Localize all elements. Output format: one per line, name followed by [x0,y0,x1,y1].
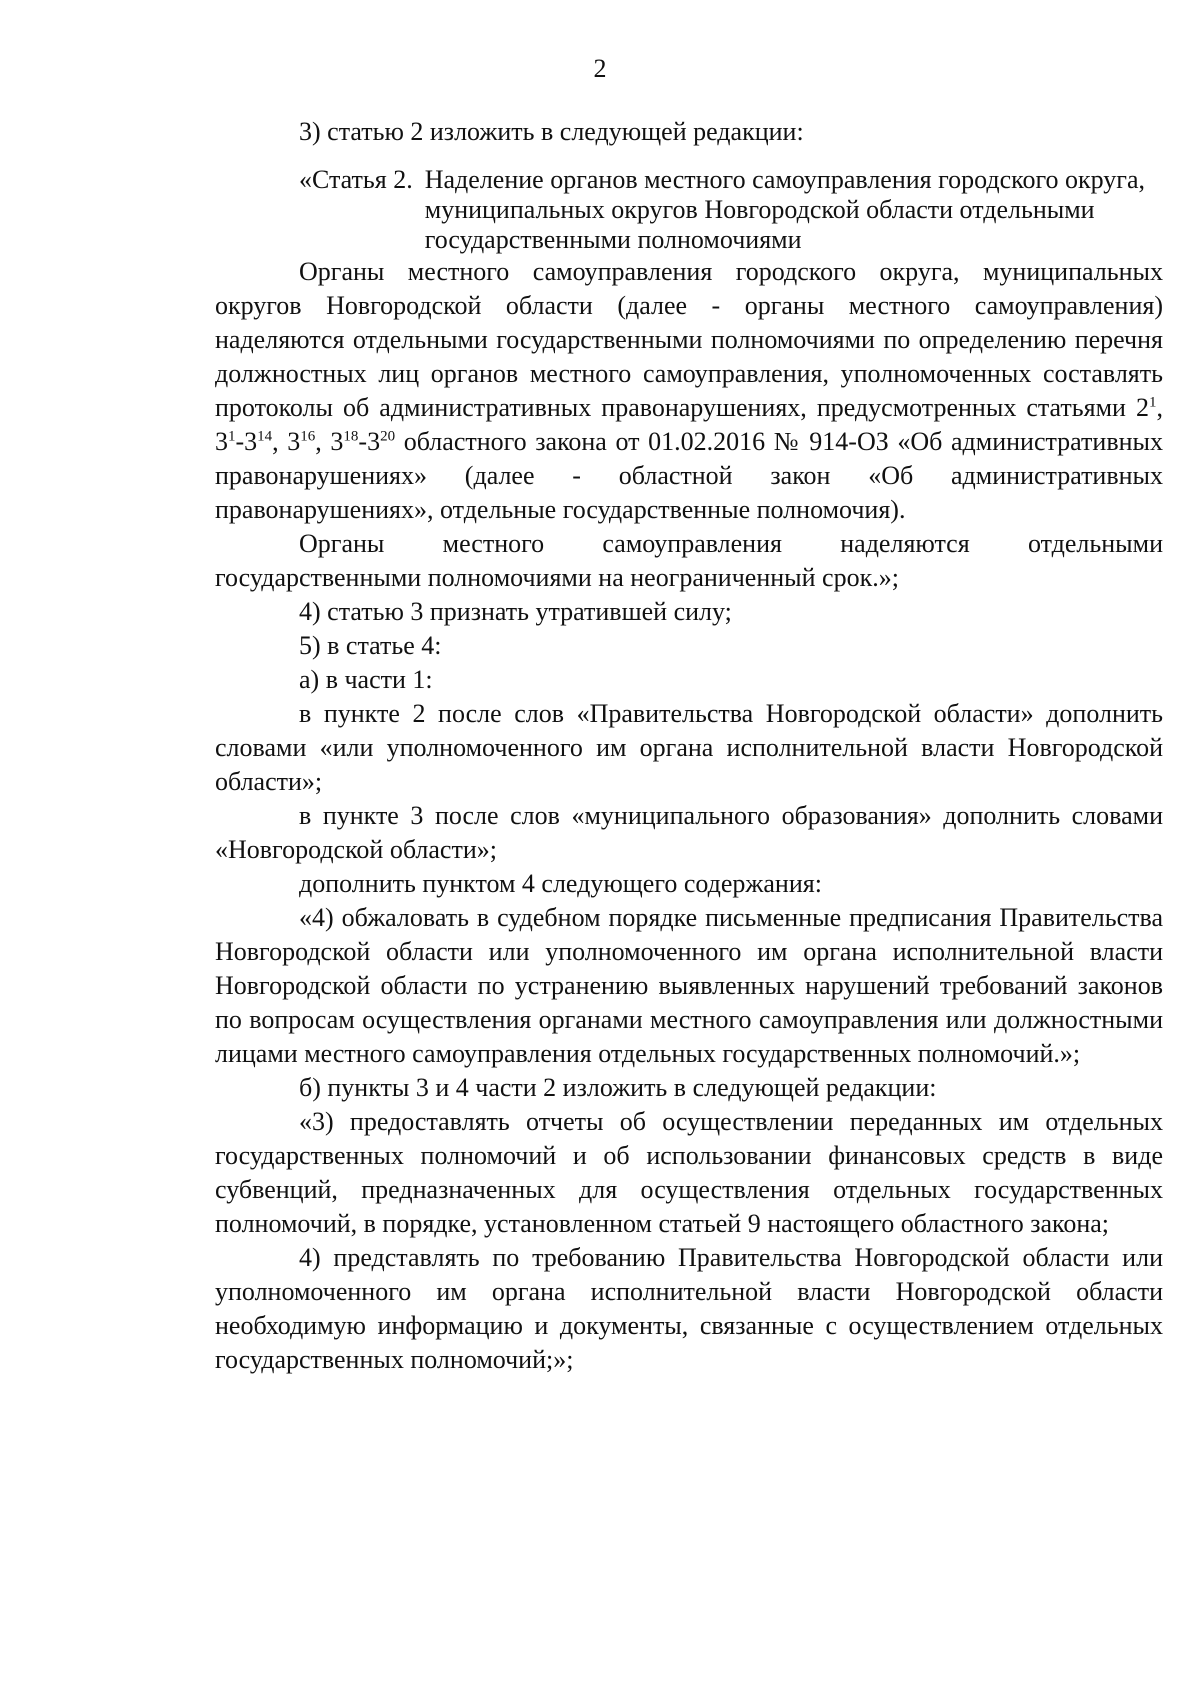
article-label: «Статья 2. [299,165,413,194]
quoted-point-4-part-2: 4) представлять по требованию Правительства Новгородской области или уполномоченного им органа исполнительной власти Новгородской области необходимую информацию и документы, связанные с осуществлением отдельных государственных полномочий;»; [215,1243,1163,1374]
para1-text: -3 [358,427,381,456]
para1-text: , 3 [315,427,344,456]
item-3-intro: 3) статью 2 изложить в следующей редакции: [299,117,804,146]
article-paragraph-2: Органы местного самоуправления наделяются отдельными государственными полномочиями на неограниченный срок.»; [215,529,1163,592]
superscript: 16 [300,428,316,445]
page-number: 2 [593,54,607,83]
document-body [215,115,1163,1377]
article-paragraph-1 [215,255,1163,527]
item-4: 4) статью 3 признать утратившей силу; [299,597,732,626]
quoted-point-3: «3) предоставлять отчеты об осуществлении переданных им отдельных государственных полномочий и об использовании финансовых средств в виде субвенций, предназначенных для осуществления отдельных государственных полномочий, в порядке, установленном статьей 9 настоящего областного закона; [215,1107,1163,1238]
para1-text: , 3 [272,427,301,456]
superscript: 1 [1149,394,1157,411]
article-heading [299,149,1163,255]
item-5a: а) в части 1: [299,665,433,694]
superscript: 14 [257,428,273,445]
quoted-point-4: «4) обжаловать в судебном порядке письменные предписания Правительства Новгородской области или уполномоченного им органа исполнительной власти Новгородской области по устранению выявленных нарушений требований законов по вопросам осуществления органами местного самоуправления или должностными лицами местного самоуправления отдельных государственных полномочий.»; [215,903,1163,1068]
point-3-amendment: в пункте 3 после слов «муниципального образования» дополнить словами «Новгородской области»; [215,801,1163,864]
item-5: 5) в статье 4: [299,631,442,660]
para1-text: , 3 [215,393,1163,456]
superscript: 18 [343,428,359,445]
article-title: Наделение органов местного самоуправления городского округа, муниципальных округов Новгородской области отдельными государственными полномочиями [424,165,1145,254]
point-2-amendment: в пункте 2 после слов «Правительства Новгородской области» дополнить словами «или уполномоченного им органа исполнительной власти Новгородской области»; [215,699,1163,796]
para1-text: -3 [235,427,258,456]
item-5b: б) пункты 3 и 4 части 2 изложить в следующей редакции: [299,1073,937,1102]
superscript: 1 [228,428,236,445]
add-point-4: дополнить пунктом 4 следующего содержания: [299,869,822,898]
superscript: 20 [380,428,396,445]
para1-text-before: Органы местного самоуправления городского округа, муниципальных округов Новгородской области (далее - органы местного самоуправления) наделяются отдельными государственными полномочиями по определению перечня должностных лиц органов местного самоуправления, уполномоченных составлять протоколы об административных правонарушениях, предусмотренных статьями 2 [215,257,1163,422]
para1-text-after: областного закона от 01.02.2016 № 914-ОЗ «Об административных правонарушениях» (далее - областной закон «Об административных правонарушениях», отдельные государственные полномочия). [215,427,1163,524]
